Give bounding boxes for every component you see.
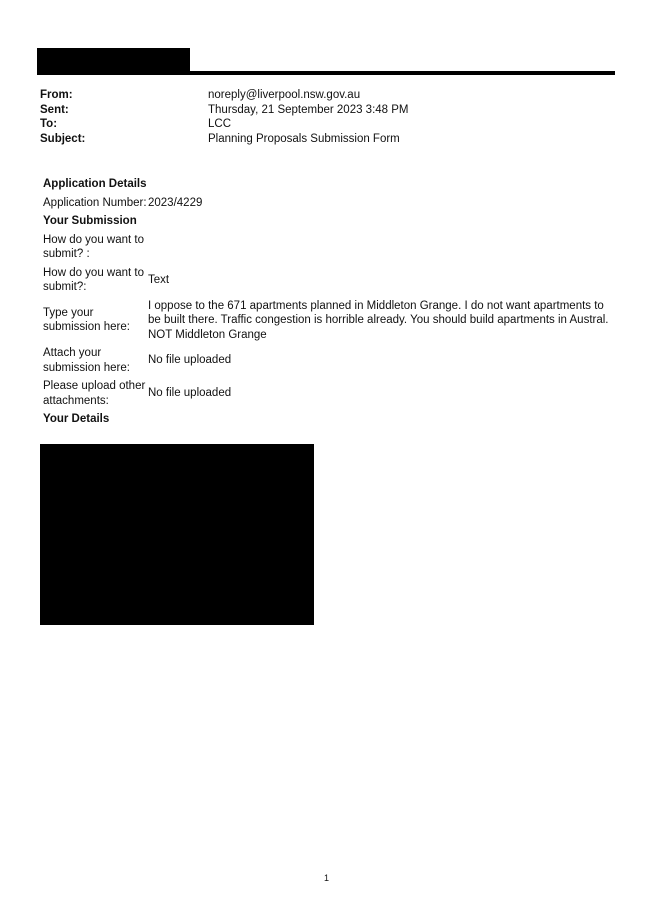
attach-value: No file uploaded <box>148 354 232 367</box>
application-number-row <box>43 196 618 211</box>
redaction-block-top <box>37 48 190 73</box>
how-submit-row-1 <box>43 233 618 262</box>
other-attach-row <box>43 379 618 408</box>
your-submission-heading: Your Submission <box>43 215 137 227</box>
to-value: LCC <box>208 118 232 131</box>
from-value: noreply@liverpool.nsw.gov.au <box>208 89 361 101</box>
type-submission-label: Type your submission here: <box>43 306 130 334</box>
type-submission-value: I oppose to the 671 apartments planned in Middleton Grange. I do not want apartments to be built there. Traffic congestion is horrible already. You should build apartments in Austral. NOT Middleton Grange <box>148 299 609 341</box>
attach-row <box>43 346 618 375</box>
subject-value: Planning Proposals Submission Form <box>208 133 400 146</box>
application-number-label: Application Number: <box>43 196 147 209</box>
from-label: From: <box>40 89 73 101</box>
page-number: 1 <box>323 873 329 883</box>
application-number-value: 2023/4229 <box>148 196 203 209</box>
how-submit-value-2: Text <box>148 273 170 286</box>
other-attach-label: Please upload other attachments: <box>43 380 146 407</box>
other-attach-value: No file uploaded <box>148 387 232 400</box>
attach-label: Attach your submission here: <box>43 347 130 374</box>
how-submit-label-1: How do you want to submit? : <box>43 233 145 260</box>
how-submit-row-2 <box>43 266 618 295</box>
how-submit-label-2: How do you want to submit?: <box>43 266 145 293</box>
to-label: To: <box>40 118 58 131</box>
type-submission-row <box>43 299 618 343</box>
sent-label: Sent: <box>40 103 69 116</box>
sent-value: Thursday, 21 September 2023 3:48 PM <box>208 103 409 116</box>
header-rule <box>37 71 615 75</box>
application-details-heading: Application Details <box>43 178 147 190</box>
your-details-heading: Your Details <box>43 413 110 425</box>
subject-label: Subject: <box>40 133 86 146</box>
submission-form <box>43 177 618 427</box>
redaction-block-details <box>40 444 314 625</box>
